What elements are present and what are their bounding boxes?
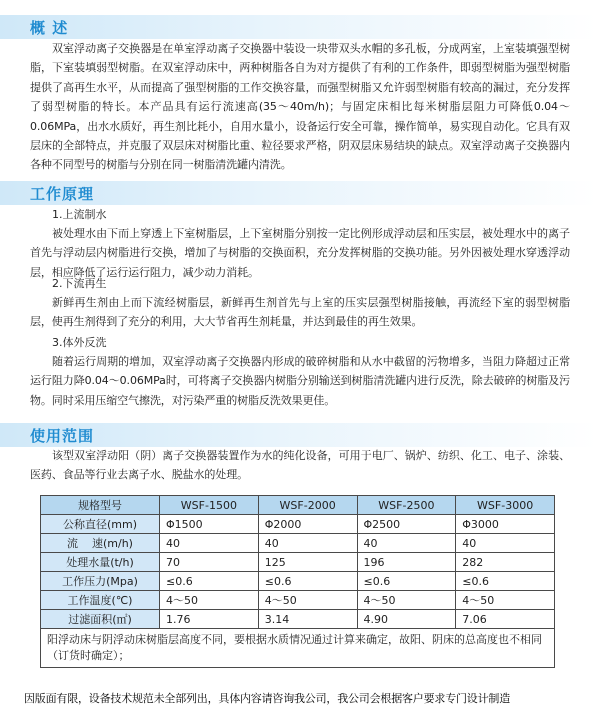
table-cell: Φ2000 — [258, 515, 357, 534]
table-cell: ≤0.6 — [456, 572, 555, 591]
table-cell: Φ2500 — [357, 515, 456, 534]
table-cell: 3.14 — [258, 610, 357, 629]
row-label: 工作压力(Mpa) — [41, 572, 160, 591]
row-label: 流 速(m/h) — [41, 534, 160, 553]
table-cell: 40 — [258, 534, 357, 553]
table-cell: 4～50 — [160, 591, 259, 610]
table-cell: Φ3000 — [456, 515, 555, 534]
principle-item-3-heading: 3.体外反洗 — [52, 336, 107, 349]
table-row — [41, 515, 555, 534]
table-cell: 40 — [456, 534, 555, 553]
spec-table-header-row — [41, 496, 555, 515]
table-cell: 40 — [160, 534, 259, 553]
table-note-row — [41, 629, 555, 668]
table-row — [41, 534, 555, 553]
principle-item-2-heading: 2.下流再生 — [52, 277, 107, 290]
table-cell: ≤0.6 — [357, 572, 456, 591]
spec-header-cell: WSF-3000 — [456, 496, 555, 515]
spec-header-cell: WSF-2500 — [357, 496, 456, 515]
overview-title: 概 述 — [30, 19, 69, 37]
table-cell: 4～50 — [357, 591, 456, 610]
principle-header — [0, 181, 598, 205]
table-row — [41, 572, 555, 591]
table-cell: 1.76 — [160, 610, 259, 629]
table-cell: Φ1500 — [160, 515, 259, 534]
table-cell: 4～50 — [258, 591, 357, 610]
table-cell: 7.06 — [456, 610, 555, 629]
overview-header — [0, 15, 598, 39]
spec-header-cell: 规格型号 — [41, 496, 160, 515]
table-row — [41, 591, 555, 610]
table-cell: 4.90 — [357, 610, 456, 629]
table-cell: 125 — [258, 553, 357, 572]
principle-item-1-heading: 1.上流制水 — [52, 208, 107, 221]
principle-item-3-text: 随着运行周期的增加，双室浮动离子交换器内形成的破碎树脂和从水中截留的污物增多，当阻力降超过正常运行阻力降0.04～0.06MPa时，可将离子交换器内树脂分别输送到树脂清洗罐内进行反洗，除去破碎的树脂及污物。同时采用压缩空气擦洗，对污染严重的树脂反洗效果更佳。 — [30, 355, 570, 407]
spec-header-cell: WSF-1500 — [160, 496, 259, 515]
row-label: 工作温度(℃) — [41, 591, 160, 610]
row-label: 处理水量(t/h) — [41, 553, 160, 572]
footer-note: 因版面有限，设备技术规范未全部列出，具体内容请咨询我公司，我公司会根据客户要求专门设计制造 — [24, 692, 510, 705]
table-cell: 40 — [357, 534, 456, 553]
table-cell: 196 — [357, 553, 456, 572]
usage-title: 使用范围 — [30, 427, 95, 445]
table-cell: 70 — [160, 553, 259, 572]
spec-table — [40, 495, 555, 668]
overview-text: 双室浮动离子交换器是在单室浮动离子交换器中装设一块带双头水帽的多孔板，分成两室，上室装填强型树脂，下室装填弱型树脂。在双室浮动床中，两种树脂各自为对方提供了有利的工作条件，即弱型树脂为强型树脂提供了高再生水平，从而提高了强型树脂的工作交换容量，而强型树脂又允许弱型树脂有较高的漏过，充分发挥了弱型树脂的特长。本产品具有运行流速高(35～40m/h)；与固定床相比每米树脂层阻力可降低0.04～0.06MPa，出水水质好，再生剂比耗小，自用水量小，设备运行安全可靠，操作简单，易实现自动化。它具有双层床的全部特点，并克服了双层床对树脂比重、粒径要求严格，阴双层床易结块的缺点。双室浮动离子交换器内各种不同型号的树脂与分别在同一树脂清洗罐内清洗。 — [30, 42, 570, 172]
principle-item-2-text: 新鲜再生剂由上而下流经树脂层，新鲜再生剂首先与上室的压实层强型树脂接触，再流经下室的弱型树脂层，使再生剂得到了充分的利用，大大节省再生剂耗量，并达到最佳的再生效果。 — [30, 296, 570, 329]
spec-header-cell: WSF-2000 — [258, 496, 357, 515]
table-row — [41, 610, 555, 629]
usage-text: 该型双室浮动阳（阴）离子交换器装置作为水的纯化设备，可用于电厂、锅炉、纺织、化工、电子、涂装、医药、食品等行业去离子水、脱盐水的处理。 — [30, 449, 570, 482]
row-label: 过滤面积(㎡) — [41, 610, 160, 629]
table-row — [41, 553, 555, 572]
principle-item-1-text: 被处理水由下而上穿透上下室树脂层，上下室树脂分别按一定比例形成浮动层和压实层，被处理水中的离子首先与浮动层内树脂进行交换，增加了与树脂的交换面积，充分发挥树脂的交换功能。另外因被处理水穿透浮动层，相应降低了运行运行阻力，减少动力消耗。 — [30, 227, 570, 279]
table-cell: ≤0.6 — [160, 572, 259, 591]
principle-title: 工作原理 — [30, 185, 95, 203]
table-cell: ≤0.6 — [258, 572, 357, 591]
table-cell: 4～50 — [456, 591, 555, 610]
table-note: 阳浮动床与阴浮动床树脂层高度不同，要根据水质情况通过计算来确定，故阳、阴床的总高度也不相同（订货时确定）； — [41, 629, 555, 668]
usage-header — [0, 423, 598, 447]
row-label: 公称直径(mm) — [41, 515, 160, 534]
table-cell: 282 — [456, 553, 555, 572]
